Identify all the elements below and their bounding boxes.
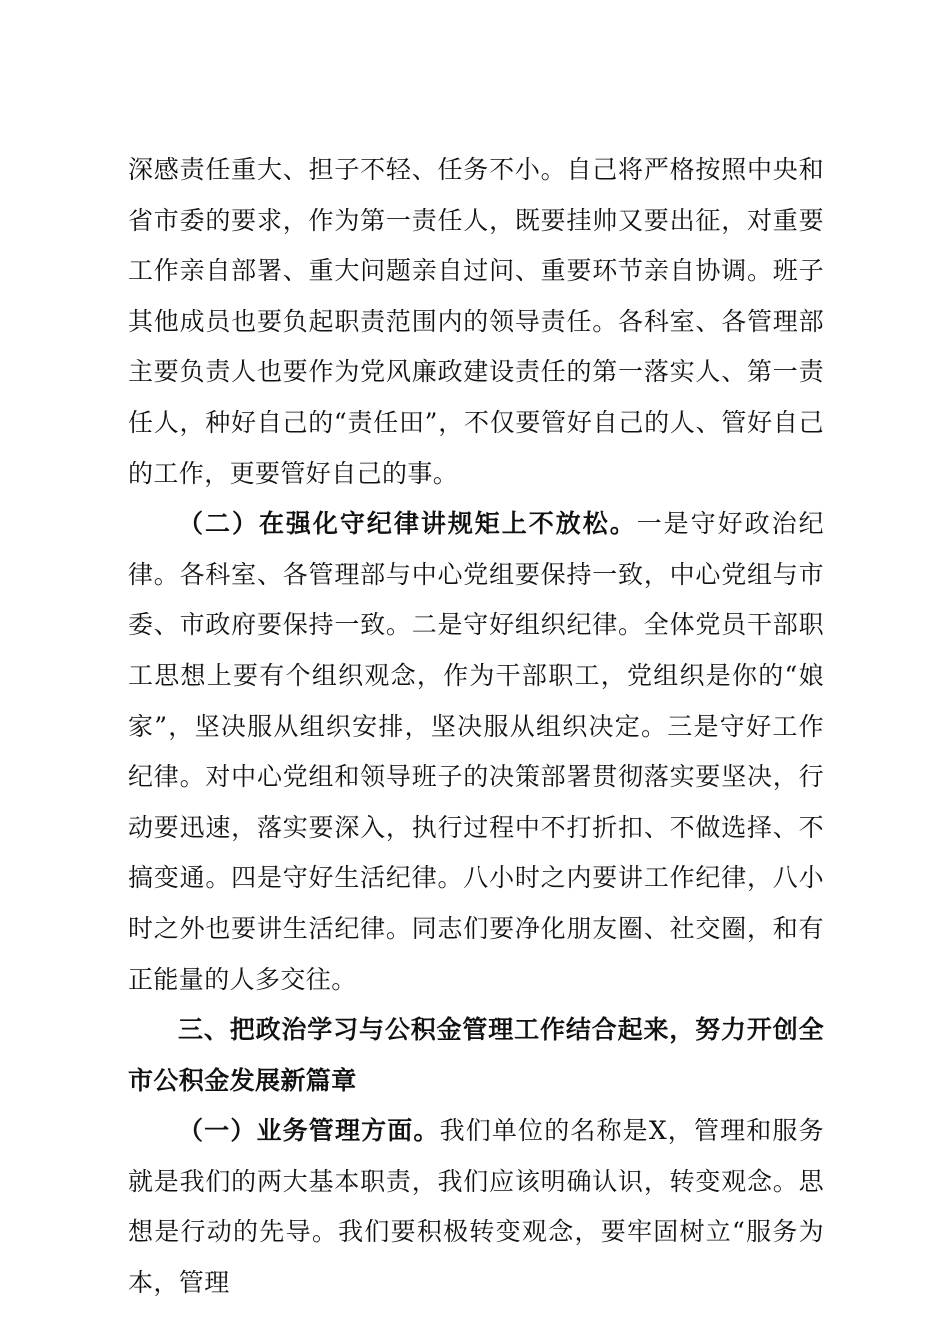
- paragraph-responsibility: 深感责任重大、担子不轻、任务不小。自己将严格按照中央和省市委的要求，作为第一责任人，既要挂帅又要出征，对重要工作亲自部署、重大问题亲自过问、重要环节亲自协调。班子其他成员也要负起职责范围内的领导责任。各科室、各管理部主要负责人也要作为党风廉政建设责任的第一落实人、第一责任人，种好自己的“责任田”，不仅要管好自己的人、管好自己的工作，更要管好自己的事。: [128, 155, 824, 488]
- paragraph-business-management-body: 我们单位的名称是X，管理和服务就是我们的两大基本职责，我们应该明确认识，转变观念。思想是行动的先导。我们要积极转变观念，要牢固树立“服务为本，管理: [128, 1116, 824, 1298]
- paragraph-business-management-lead: （一）业务管理方面。: [178, 1116, 440, 1146]
- paragraph-discipline-lead: （二）在强化守纪律讲规矩上不放松。: [178, 509, 637, 539]
- paragraph-business-management: [128, 1106, 824, 1308]
- document-body: [128, 145, 824, 1309]
- section-heading-three: 三、把政治学习与公积金管理工作结合起来，努力开创全市公积金发展新篇章: [128, 1015, 824, 1095]
- paragraph-discipline-body: 一是守好政治纪律。各科室、各管理部与中心党组要保持一致，中心党组与市委、市政府要保持一致。二是守好组织纪律。全体党员干部职工思想上要有个组织观念，作为干部职工，党组织是你的“娘家”，坚决服从组织安排，坚决服从组织决定。三是守好工作纪律。对中心党组和领导班子的决策部署贯彻落实要坚决，行动要迅速，落实要深入，执行过程中不打折扣、不做选择、不搞变通。四是守好生活纪律。八小时之内要讲工作纪律，八小时之外也要讲生活纪律。同志们要净化朋友圈、社交圈，和有正能量的人多交往。: [128, 509, 824, 994]
- paragraph-discipline: [128, 499, 824, 1005]
